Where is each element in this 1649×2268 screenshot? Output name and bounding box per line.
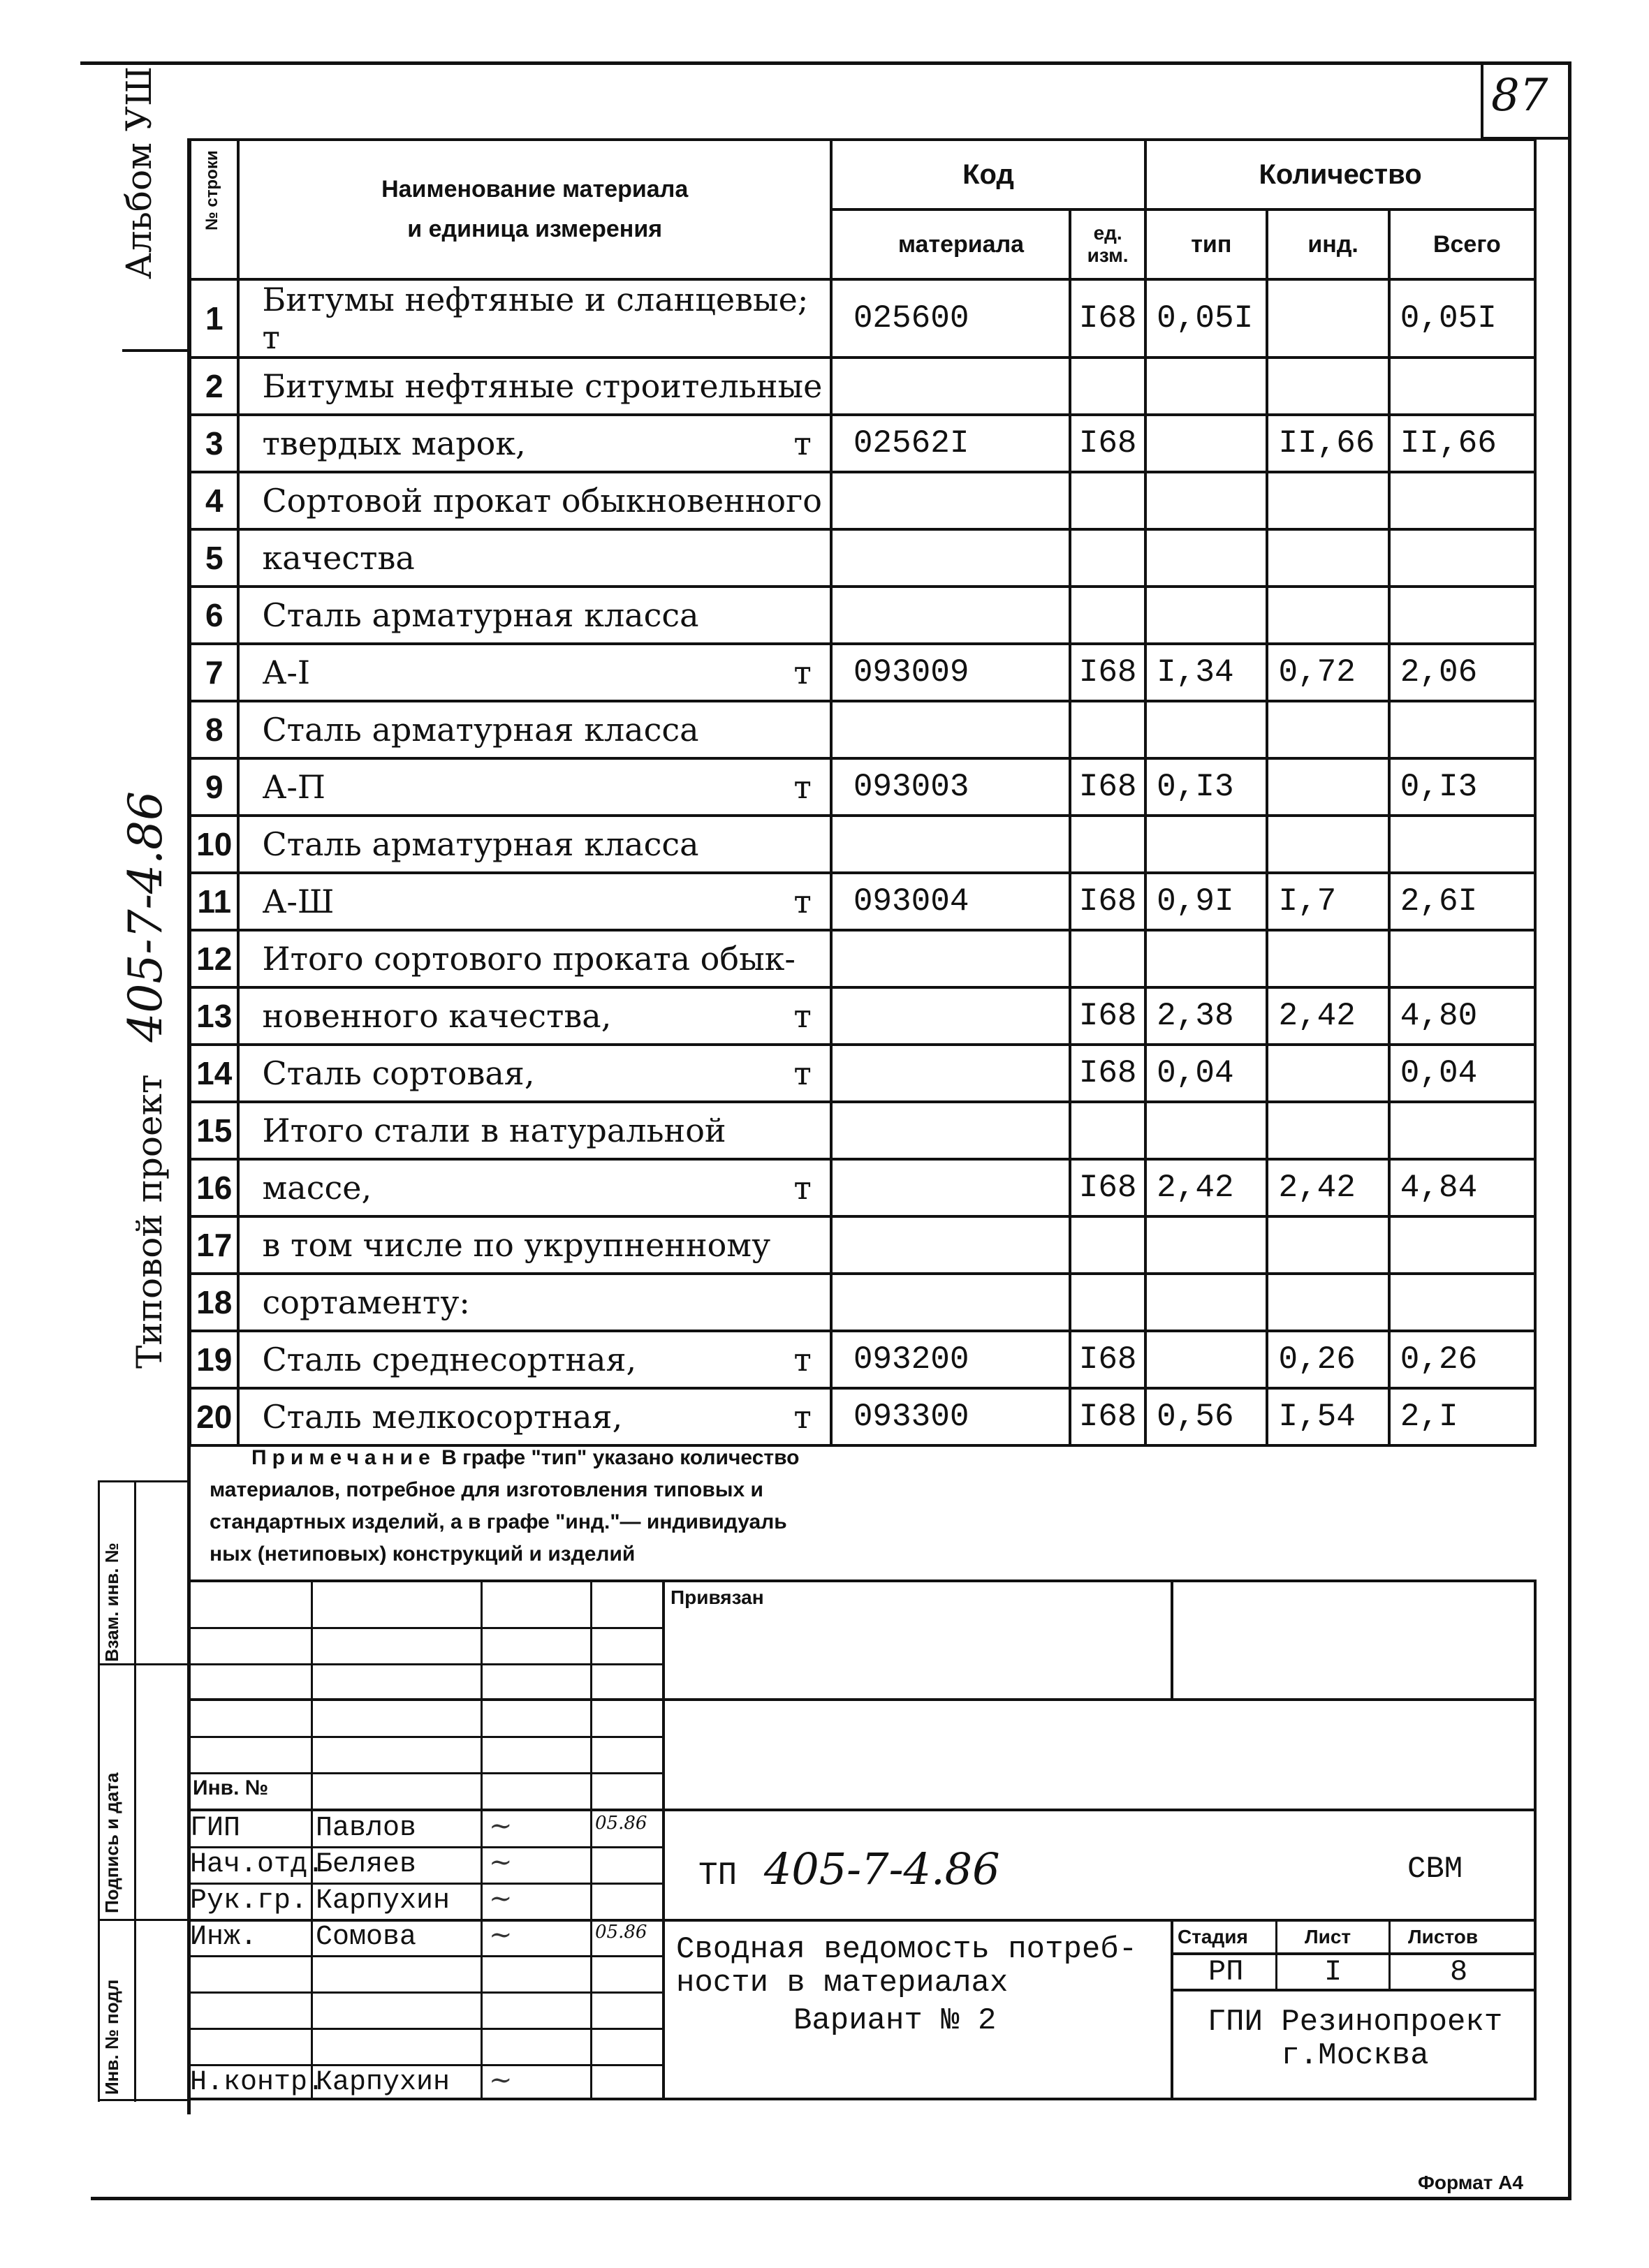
qty-ind [1267,758,1388,816]
row-number: 20 [190,1388,238,1445]
qty-total [1389,358,1535,415]
table-row [190,816,1535,873]
material-name: качества [238,529,830,587]
material-name: массе, т [238,1159,830,1216]
format-label: Формат А4 [1418,2172,1523,2193]
signer-role: Рук.гр. [190,1885,308,1917]
qty-ind: I,54 [1267,1388,1388,1445]
row-number: 19 [190,1331,238,1388]
qty-type: 0,05I [1145,279,1267,358]
table-row [190,1159,1535,1216]
note-lead: Примечание [251,1446,436,1469]
qty-type [1145,415,1267,472]
table-row [190,701,1535,758]
material-code: 093003 [831,758,1070,816]
row-number: 3 [190,415,238,472]
unit-code: I68 [1070,644,1145,701]
material-unit: т [793,425,812,462]
material-name: Битумы нефтяные строительные [238,358,830,415]
material-code [831,587,1070,644]
table-row [190,1102,1535,1159]
signature-date: 05.86 [595,1813,647,1834]
sheets-value: 8 [1450,1955,1468,1989]
unit-code [1070,529,1145,587]
material-code: 02562I [831,415,1070,472]
qty-ind [1267,701,1388,758]
qty-total [1389,587,1535,644]
material-name: твердых марок, т [238,415,830,472]
row-number: 2 [190,358,238,415]
qty-total: 0,04 [1389,1045,1535,1102]
header-code: Код [831,140,1145,209]
material-code [831,987,1070,1045]
table-row [190,1216,1535,1274]
row-number: 14 [190,1045,238,1102]
material-name: Итого сортового проката обык- [238,930,830,987]
unit-code: I68 [1070,279,1145,358]
row-number: 11 [190,873,238,930]
handwritten-signature: ~ [489,1846,513,1878]
header-code-material: материала [831,209,1070,279]
qty-type [1145,1274,1267,1331]
qty-ind: I,7 [1267,873,1388,930]
material-unit: т [793,1341,812,1378]
unit-code [1070,1102,1145,1159]
table-row [190,1388,1535,1445]
row-number: 9 [190,758,238,816]
header-q-ind: инд. [1267,209,1388,279]
qty-ind: 2,42 [1267,987,1388,1045]
material-code [831,1159,1070,1216]
qty-type: 2,38 [1145,987,1267,1045]
qty-type [1145,1216,1267,1274]
material-name: Сталь среднесортная, т [238,1331,830,1388]
signer-name: Карпухин [316,1885,450,1917]
material-code [831,1216,1070,1274]
qty-ind [1267,472,1388,529]
row-number: 18 [190,1274,238,1331]
project-label-text: Типовой проект [129,1074,170,1369]
header-code-unit: ед. изм. [1070,209,1145,279]
table-row [190,279,1535,358]
row-number: 16 [190,1159,238,1216]
page-number-box-left [1481,61,1483,140]
material-unit: т [793,883,812,920]
tp-code: ТП 405-7-4.86 [698,1843,1000,1894]
sheets-label: Листов [1408,1926,1479,1947]
qty-ind [1267,358,1388,415]
privyazan-label: Привязан [670,1586,764,1608]
note-line1: Примечание В графе "тип" указано количество [251,1446,800,1469]
unit-code [1070,587,1145,644]
unit-code: I68 [1070,415,1145,472]
material-name: в том числе по укрупненному [238,1216,830,1274]
qty-type: 0,9I [1145,873,1267,930]
signature-date: 05.86 [595,1922,647,1943]
qty-type: 0,I3 [1145,758,1267,816]
handwritten-signature: ~ [489,2064,513,2096]
row-number: 7 [190,644,238,701]
header-q-type: тип [1145,209,1267,279]
signer-name: Сомова [316,1922,417,1953]
qty-type [1145,1331,1267,1388]
qty-ind [1267,529,1388,587]
qty-type [1145,358,1267,415]
doc-mark: СВМ [1407,1852,1463,1887]
material-code [831,1102,1070,1159]
material-code [831,529,1070,587]
qty-total: 0,05I [1389,279,1535,358]
handwritten-signature: ~ [489,1919,513,1951]
qty-type [1145,816,1267,873]
material-name: сортаменту: [238,1274,830,1331]
page-number: 87 [1491,70,1548,122]
inv-no-label: Инв. № [193,1776,269,1799]
row-number: 13 [190,987,238,1045]
material-code: 093004 [831,873,1070,930]
material-unit: т [793,1054,812,1092]
unit-code [1070,472,1145,529]
material-name: Сталь арматурная класса [238,701,830,758]
row-number: 1 [190,279,238,358]
qty-type [1145,1102,1267,1159]
material-code [831,358,1070,415]
table-row [190,758,1535,816]
project-label [119,791,173,1369]
material-unit: т [793,1169,812,1207]
row-number: 8 [190,701,238,758]
material-name: А-I т [238,644,830,701]
material-code [831,701,1070,758]
qty-type: 0,04 [1145,1045,1267,1102]
sheet-value: I [1324,1955,1342,1989]
qty-total [1389,1216,1535,1274]
material-code [831,1045,1070,1102]
qty-ind [1267,1045,1388,1102]
table-row [190,472,1535,529]
materials-table [189,138,1537,1447]
row-number: 17 [190,1216,238,1274]
table-row [190,987,1535,1045]
table-row [190,873,1535,930]
doc-title: Сводная ведомость потреб- ности в материалах Вариант № 2 [676,1932,1138,2038]
row-number: 6 [190,587,238,644]
header-q-total: Всего [1389,209,1535,279]
signer-role: Нач.отд. [190,1849,325,1880]
row-number: 4 [190,472,238,529]
unit-code [1070,816,1145,873]
qty-ind [1267,1216,1388,1274]
material-name: Сталь мелкосортная, т [238,1388,830,1445]
note [210,1442,1013,1570]
material-unit: т [793,768,812,806]
row-number: 10 [190,816,238,873]
material-name: Сортовой прокат обыкновенного [238,472,830,529]
qty-type [1145,701,1267,758]
material-name: Битумы нефтяные и сланцевые; т [238,279,830,358]
table-row [190,644,1535,701]
unit-code [1070,1274,1145,1331]
qty-total: 0,26 [1389,1331,1535,1388]
side-label-podpis: Подпись и дата [101,1772,122,1913]
unit-code: I68 [1070,1159,1145,1216]
qty-total: 2,I [1389,1388,1535,1445]
row-number: 15 [190,1102,238,1159]
header-name: Наименование материала и единица измерения [238,140,830,279]
material-unit: т [793,1398,812,1436]
album-divider [122,349,189,352]
header-quantity: Количество [1145,140,1535,209]
qty-total: II,66 [1389,415,1535,472]
qty-total: 4,84 [1389,1159,1535,1216]
material-name: новенного качества, т [238,987,830,1045]
signer-role: Н.контр. [190,2067,325,2098]
handwritten-signature: ~ [489,1810,513,1842]
unit-code: I68 [1070,1388,1145,1445]
qty-total [1389,701,1535,758]
material-unit: т [793,997,812,1035]
table-row [190,415,1535,472]
table-row [190,930,1535,987]
qty-total [1389,472,1535,529]
material-name: Итого стали в натуральной [238,1102,830,1159]
stage-label: Стадия [1178,1926,1248,1947]
qty-ind: 0,26 [1267,1331,1388,1388]
sheet-label: Лист [1305,1926,1351,1947]
unit-code: I68 [1070,987,1145,1045]
signer-name: Павлов [316,1813,417,1844]
table-row [190,1331,1535,1388]
frame-bottom-line [91,2197,1571,2200]
signer-name: Карпухин [316,2067,450,2098]
organization: ГПИ Резинопроект г.Москва [1207,2005,1503,2073]
signer-name: Беляев [316,1849,417,1880]
qty-total: 2,6I [1389,873,1535,930]
qty-ind: 2,42 [1267,1159,1388,1216]
album-label: Альбом УШ [119,66,159,279]
material-code: 093009 [831,644,1070,701]
unit-code [1070,1216,1145,1274]
qty-type [1145,472,1267,529]
material-name: А-П т [238,758,830,816]
material-code [831,1274,1070,1331]
qty-total [1389,930,1535,987]
material-name: А-Ш т [238,873,830,930]
qty-ind: 0,72 [1267,644,1388,701]
qty-ind [1267,587,1388,644]
table-row [190,1045,1535,1102]
qty-total: 2,06 [1389,644,1535,701]
material-code [831,472,1070,529]
signer-role: ГИП [190,1813,241,1844]
material-code [831,816,1070,873]
material-code: 093200 [831,1331,1070,1388]
material-name: Сталь арматурная класса [238,587,830,644]
material-code [831,930,1070,987]
note-line2: материалов, потребное для изготовления типовых и [210,1478,763,1501]
table-row [190,529,1535,587]
table-row [190,587,1535,644]
qty-type: I,34 [1145,644,1267,701]
project-code-vertical: 405-7-4.86 [119,791,173,1043]
qty-total [1389,529,1535,587]
material-code: 025600 [831,279,1070,358]
note-line4: ных (нетиповых) конструкций и изделий [210,1542,636,1566]
qty-type: 2,42 [1145,1159,1267,1216]
frame-top-line [80,61,1571,65]
qty-ind [1267,1102,1388,1159]
side-label-vzam: Взам. инв. № [101,1542,122,1662]
qty-ind [1267,930,1388,987]
handwritten-signature: ~ [489,1883,513,1915]
qty-ind [1267,1274,1388,1331]
material-unit: т [793,654,812,691]
qty-total [1389,1102,1535,1159]
material-code: 093300 [831,1388,1070,1445]
stage-value: РП [1208,1955,1244,1989]
qty-ind: II,66 [1267,415,1388,472]
unit-code [1070,358,1145,415]
material-name: Сталь сортовая, т [238,1045,830,1102]
header-row-num: № строки [190,140,238,279]
qty-type: 0,56 [1145,1388,1267,1445]
table-row [190,1274,1535,1331]
unit-code: I68 [1070,758,1145,816]
frame-right-line [1568,61,1571,2198]
unit-code: I68 [1070,1331,1145,1388]
unit-code [1070,930,1145,987]
row-number: 5 [190,529,238,587]
table-row [190,358,1535,415]
qty-ind [1267,816,1388,873]
qty-total [1389,1274,1535,1331]
qty-total [1389,816,1535,873]
row-number: 12 [190,930,238,987]
unit-code [1070,701,1145,758]
qty-ind [1267,279,1388,358]
note-line3: стандартных изделий, а в графе "инд."— индивидуаль [210,1510,787,1533]
unit-code: I68 [1070,873,1145,930]
side-label-inv-podl: Инв. № подл [101,1979,122,2095]
qty-type [1145,529,1267,587]
signer-role: Инж. [190,1922,258,1953]
qty-type [1145,587,1267,644]
unit-code: I68 [1070,1045,1145,1102]
qty-type [1145,930,1267,987]
qty-total: 0,I3 [1389,758,1535,816]
qty-total: 4,80 [1389,987,1535,1045]
material-name: Сталь арматурная класса [238,816,830,873]
